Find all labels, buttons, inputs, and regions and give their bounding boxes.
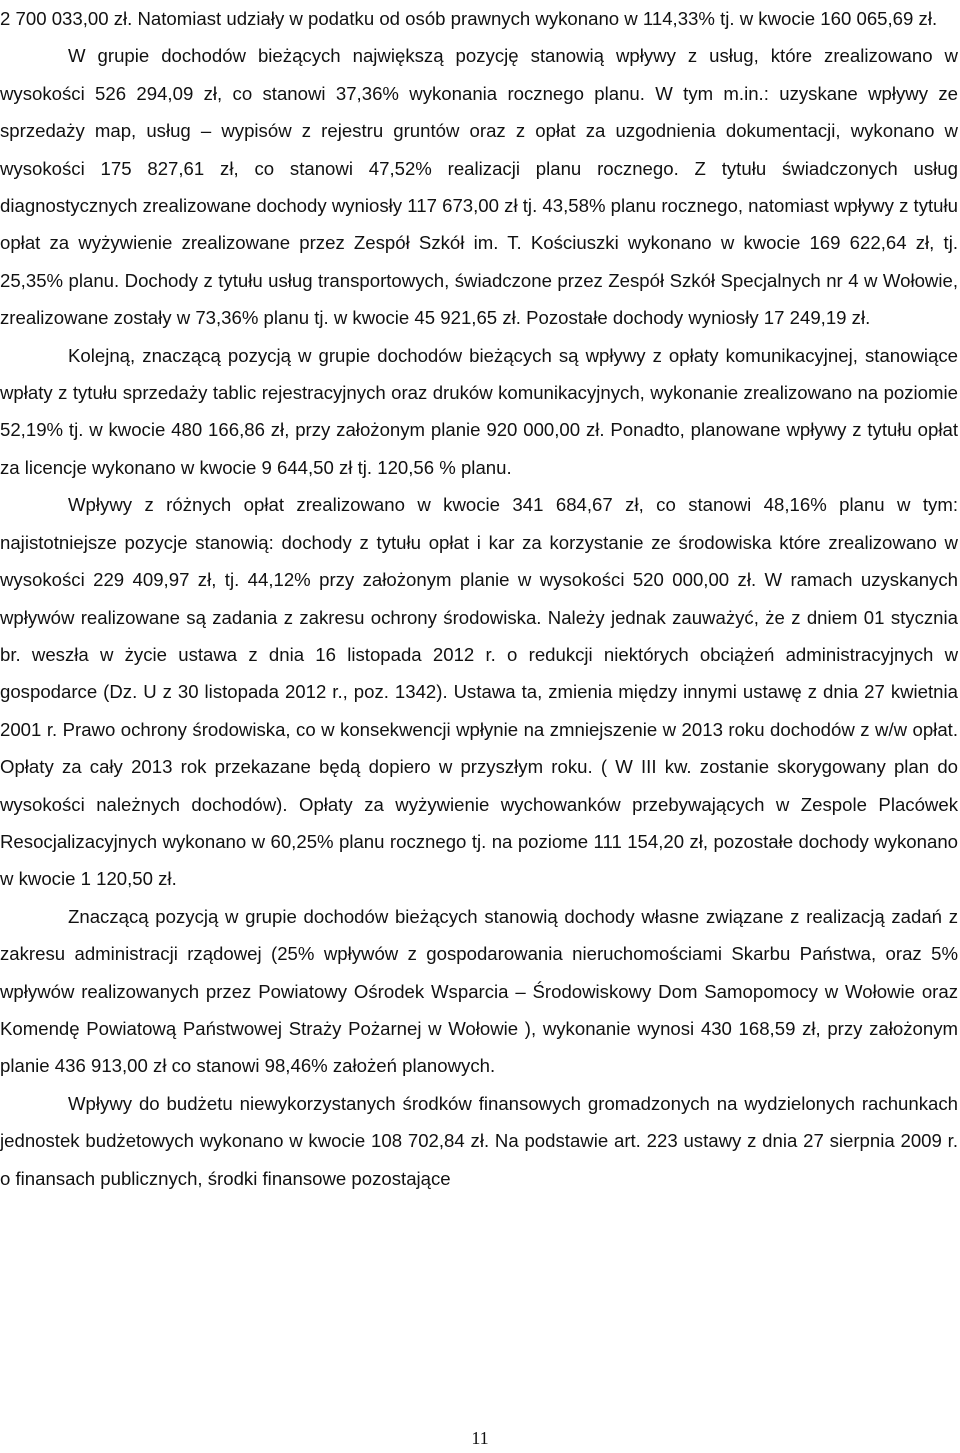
paragraph-various-fees: Wpływy z różnych opłat zrealizowano w kwocie 341 684,67 zł, co stanowi 48,16% planu w tym: najistotniejsze pozycje stanowią: dochody z tytułu opłat i kar za korzystanie ze środowiska które zrealizowano w wysokości 229 409,97 zł, tj. 44,12% przy założonym planie w wysokości 520 000,00 zł. W ramach uzyskanych wpływów realizowane są zadania z zakresu ochrony środowiska. Należy jednak zauważyć, że z dniem 01 stycznia br. weszła w życie ustawa z dnia 16 listopada 2012 r. o redukcji niektórych obciążeń administracyjnych w gospodarce (Dz. U z 30 listopada 2012 r., poz. 1342). Ustawa ta, zmienia między innymi ustawę z dnia 27 kwietnia 2001 r. Prawo ochrony środowiska, co w konsekwencji wpłynie na zmniejszenie w 2013 roku dochodów z w/w opłat. Opłaty za cały 2013 rok przekazane będą dopiero w przyszłym roku. ( W III kw. zostanie skorygowany plan do wysokości należnych dochodów). Opłaty za wyżywienie wychowanków przebywających w Zespole Placówek Resocjalizacyjnych wykonano w 60,25% planu rocznego tj. na poziome 111 154,20 zł, pozostałe dochody wykonano w kwocie 1 120,50 zł.: [0, 494, 958, 890]
page-number: 11: [471, 1428, 489, 1448]
paragraph-communication-fees: Kolejną, znaczącą pozycją w grupie dochodów bieżących są wpływy z opłaty komunikacyjnej, stanowiące wpłaty z tytułu sprzedaży tablic rejestracyjnych oraz druków komunikacyjnych, wykonanie zrealizowano na poziomie 52,19% tj. w kwocie 480 166,86 zł, przy założonym planie 920 000,00 zł. Ponadto, planowane wpływy z tytułu opłat za licencje wykonano w kwocie 9 644,50 zł tj. 120,56 % planu.: [0, 344, 958, 478]
paragraph-government-tasks-income: Znaczącą pozycją w grupie dochodów bieżących stanowią dochody własne związane z realizacją zadań z zakresu administracji rządowej (25% wpływów z gospodarowania nieruchomościami Skarbu Państwa, oraz 5% wpływów realizowanych przez Powiatowy Ośrodek Wsparcia – Środowiskowy Dom Samopomocy w Wołowie oraz Komendę Powiatową Państwowej Straży Pożarnej w Wołowie ), wykonanie wynosi 430 168,59 zł, przy założonym planie 436 913,00 zł co stanowi 98,46% założeń planowych.: [0, 905, 958, 1077]
paragraph-current-income-services: W grupie dochodów bieżących największą pozycję stanowią wpływy z usług, które zrealizowano w wysokości 526 294,09 zł, co stanowi 37,36% wykonania rocznego planu. W tym m.in.: uzyskane wpływy ze sprzedaży map, usług – wypisów z rejestru gruntów oraz z opłat za uzgodnienia dokumentacji, wykonano w wysokości 175 827,61 zł, co stanowi 47,52% realizacji planu rocznego. Z tytułu świadczonych usług diagnostycznych zrealizowane dochody wyniosły 117 673,00 zł tj. 43,58% planu rocznego, natomiast wpływy z tytułu opłat za wyżywienie zrealizowane przez Zespół Szkół im. T. Kościuszki wykonano w kwocie 169 622,64 zł, tj. 25,35% planu. Dochody z tytułu usług transportowych, świadczone przez Zespół Szkół Specjalnych nr 4 w Wołowie, zrealizowane zostały w 73,36% planu tj. w kwocie 45 921,65 zł. Pozostałe dochody wyniosły 17 249,19 zł.: [0, 45, 958, 329]
paragraph-unused-funds: Wpływy do budżetu niewykorzystanych środków finansowych gromadzonych na wydzielonych rachunkach jednostek budżetowych wykonano w kwocie 108 702,84 zł. Na podstawie art. 223 ustawy z dnia 27 sierpnia 2009 r. o finansach publicznych, środki finansowe pozostające: [0, 1092, 958, 1189]
paragraph-continuation: 2 700 033,00 zł. Natomiast udziały w podatku od osób prawnych wykonano w 114,33% tj. w kwocie 160 065,69 zł.: [0, 8, 938, 29]
